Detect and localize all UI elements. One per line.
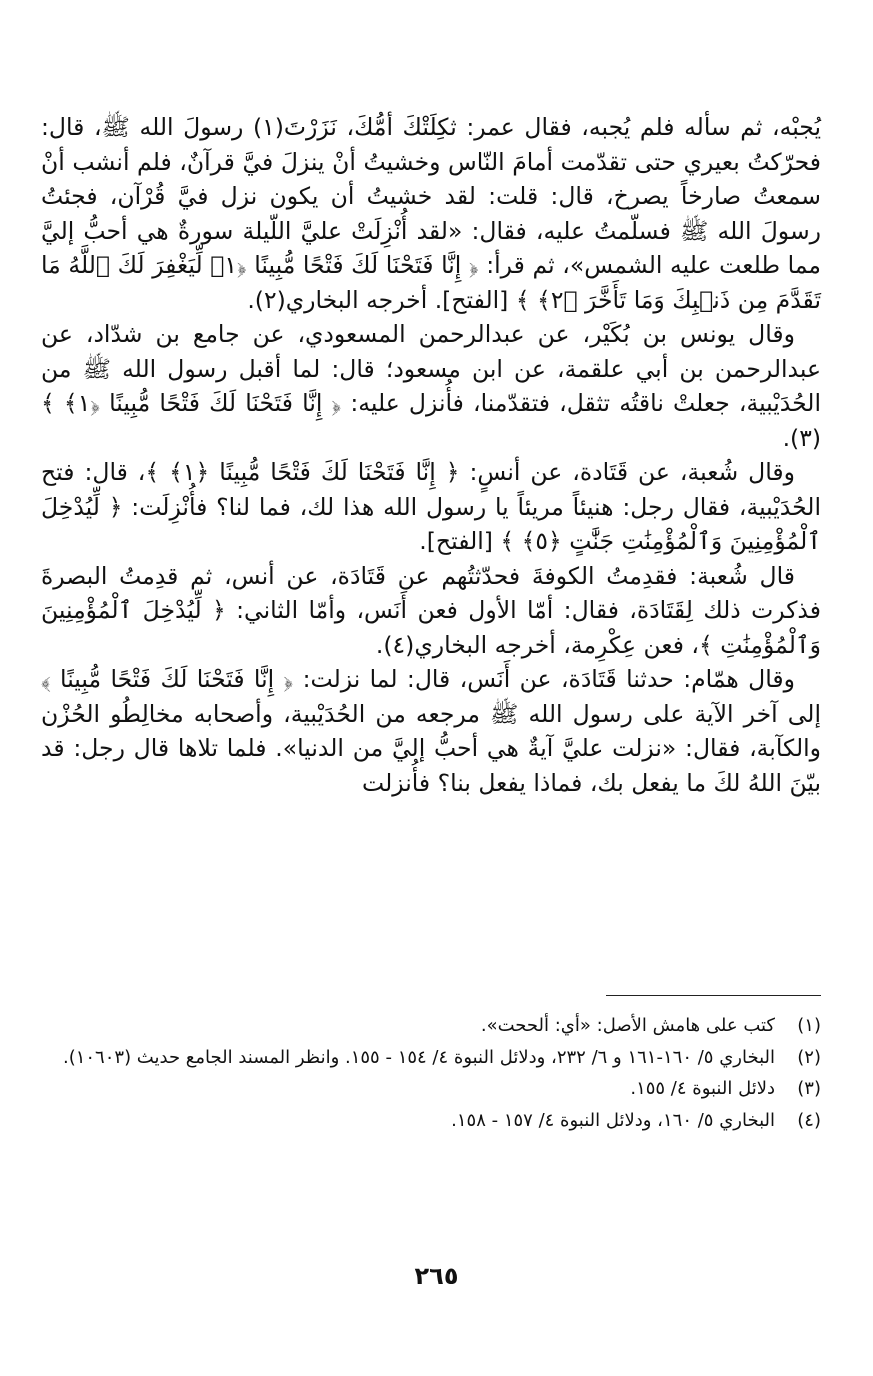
footnote-divider — [606, 995, 821, 996]
footnote-4 — [41, 1105, 821, 1137]
paragraph-5: وقال همّام: حدثنا قَتَادَة، عن أَنَس، قال: لما نزلت: ﴿ إِنَّا فَتَحْنَا لَكَ فَتْحًا مُّبِينًا ﴾ إلى آخر الآية على رسول الله ﷺ مرجعه من الحُدَيْبية، وأصحابه مخالِطُو الحُزْن والكآبة، فقال: «نزلت عليَّ آيةٌ هي أحبُّ إليَّ من الدنيا». فلما تلاها قال رجل: قد بيّنَ اللهُ لكَ ما يفعل بك، فماذا يفعل بنا؟ فأُنزلت — [41, 665, 821, 797]
footnote-1 — [41, 1010, 821, 1042]
footnote-2 — [41, 1042, 821, 1074]
paragraph-4: قال شُعبة: فقدِمتُ الكوفةَ فحدّثتُهم عن قَتَادَة، عن أنس، ثم قدِمتُ البصرةَ فذكرت ذلك لِقَتَادَة، فقال: أمّا الأول فعن أَنَس، وأمّا الثاني: ﴿ لِّيُدْخِلَ ٱلْمُؤْمِنِينَ وَٱلْمُؤْمِنَٰتِ ﴾، فعن عِكْرِمة، أخرجه البخاري(٤). — [41, 561, 821, 659]
footnote-text: كتب على هامش الأصل: «أي: ألححت». — [480, 1015, 775, 1036]
paragraph-2: وقال يونس بن بُكَيْر، عن عبدالرحمن المسعودي، عن جامع بن شدّاد، عن عبدالرحمن بن أبي علقمة، عن ابن مسعود؛ قال: لما أقبل رسول الله ﷺ من الحُدَيْبية، جعلتْ ناقتُه تثقل، فتقدّمنا، فأُنزل عليه: ﴿ إِنَّا فَتَحْنَا لَكَ فَتْحًا مُّبِينًا ﴿١﴾ ﴾(٣). — [41, 320, 821, 452]
main-text — [41, 110, 821, 800]
footnote-3 — [41, 1073, 821, 1105]
footnote-text: البخاري ٥/ ١٦٠-١٦١ و ٦/ ٢٣٢، ودلائل النبوة ٤/ ١٥٤ - ١٥٥. وانظر المسند الجامع حديث (١٠٦٠٣). — [62, 1046, 775, 1068]
footnotes — [41, 1010, 821, 1136]
footnote-number: (١) — [797, 1015, 821, 1036]
footnote-text: البخاري ٥/ ١٦٠، ودلائل النبوة ٤/ ١٥٧ - ١٥٨. — [451, 1109, 775, 1131]
footnote-number: (٢) — [797, 1046, 821, 1068]
paragraph-1: يُجبْه، ثم سأله فلم يُجبه، فقال عمر: ثكِلَتْكَ أمُّكَ، نَزَرْتَ(١) رسولَ الله ﷺ، قال: فحرّكتُ بعيري حتى تقدّمت أمامَ النّاس وخشيتُ أنْ ينزلَ فيَّ قرآنٌ، فلم أنشب أنْ سمعتُ صارخاً يصرخ، قال: قلت: لقد خشيتُ أن يكون نزل فيَّ قُرْآن، فجئتُ رسولَ الله ﷺ فسلّمتُ عليه، فقال: «لقد أُنْزِلَتْ عليَّ اللّيلة سورةٌ هي أحبُّ إليَّ مما طلعت عليه الشمس»، ثم قرأ: ﴿ إِنَّا فَتَحْنَا لَكَ فَتْحًا مُّبِينًا ﴿١﴾ لِّيَغْفِرَ لَكَ ٱللَّهُ مَا تَقَدَّمَ مِن ذَنۢبِكَ وَمَا تَأَخَّرَ ﴿٢﴾ ﴾ [الفتح]. أخرجه البخاري(٢). — [41, 113, 822, 314]
footnote-text: دلائل النبوة ٤/ ١٥٥. — [630, 1078, 775, 1099]
page-number: ٢٦٥ — [414, 1262, 459, 1290]
footnote-number: (٣) — [797, 1078, 821, 1099]
paragraph-3: وقال شُعبة، عن قَتَادة، عن أنسٍ: ﴿ إِنَّا فَتَحْنَا لَكَ فَتْحًا مُّبِينًا ﴿١﴾ ﴾، قال: فتح الحُدَيْبية، فقال رجل: هنيئاً مريئاً يا رسول الله هذا لك، فما لنا؟ فأُنْزِلَت: ﴿ لِّيُدْخِلَ ٱلْمُؤْمِنِينَ وَٱلْمُؤْمِنَٰتِ جَنَّٰتٍ ﴿٥﴾ ﴾ [الفتح]. — [41, 458, 821, 555]
footnote-number: (٤) — [797, 1109, 821, 1131]
